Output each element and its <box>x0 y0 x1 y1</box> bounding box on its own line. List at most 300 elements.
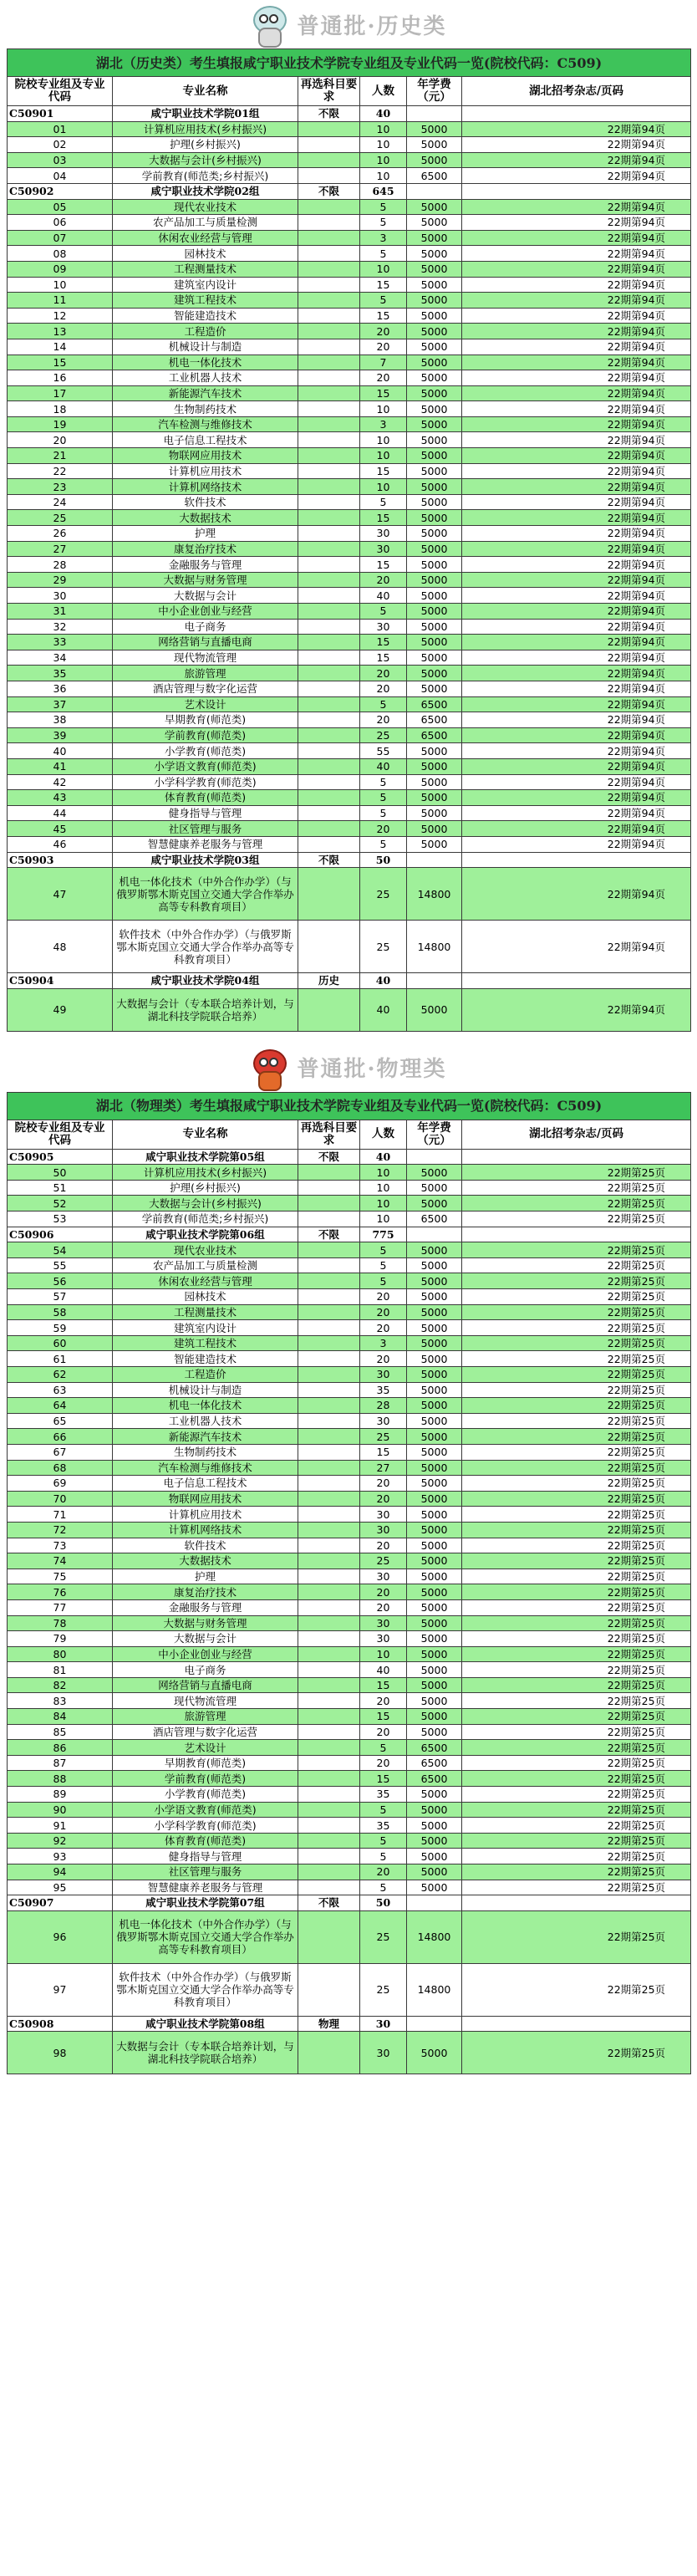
code-cell: 09 <box>8 261 113 277</box>
subject-cell <box>298 1211 360 1227</box>
page-cell: 22期第94页 <box>462 121 691 137</box>
fee-cell: 5000 <box>407 1460 462 1476</box>
major-cell: 计算机应用技术(乡村振兴) <box>113 1165 298 1181</box>
major-cell: 工程造价 <box>113 324 298 339</box>
code-cell: 30 <box>8 588 113 604</box>
table-row <box>8 604 691 620</box>
fee-cell: 5000 <box>407 774 462 790</box>
table-row <box>8 650 691 666</box>
code-cell: 91 <box>8 1818 113 1834</box>
fee-cell <box>407 183 462 199</box>
fee-cell: 5000 <box>407 1196 462 1211</box>
major-cell: 小学语文教育(师范类) <box>113 1802 298 1818</box>
subject-cell <box>298 121 360 137</box>
table-row <box>8 572 691 588</box>
subject-cell <box>298 1569 360 1584</box>
table-row <box>8 1460 691 1476</box>
subject-cell <box>298 1910 360 1963</box>
count-cell: 3 <box>360 1335 407 1351</box>
subject-cell <box>298 1491 360 1507</box>
major-cell: 电子信息工程技术 <box>113 432 298 448</box>
page-cell: 22期第25页 <box>462 1646 691 1662</box>
major-cell: 康复治疗技术 <box>113 1584 298 1600</box>
major-cell: 社区管理与服务 <box>113 1864 298 1880</box>
count-cell: 10 <box>360 479 407 495</box>
page-cell: 22期第25页 <box>462 2032 691 2074</box>
code-cell: 63 <box>8 1382 113 1398</box>
subject-cell <box>298 1802 360 1818</box>
fee-cell: 5000 <box>407 494 462 510</box>
table-row <box>8 1522 691 1538</box>
fee-cell: 5000 <box>407 1429 462 1445</box>
major-cell: 小学教育(师范类) <box>113 1787 298 1803</box>
code-cell: 66 <box>8 1429 113 1445</box>
code-cell: 47 <box>8 868 113 921</box>
table-row <box>8 1165 691 1181</box>
fee-cell: 5000 <box>407 1273 462 1289</box>
table-row <box>8 137 691 153</box>
fee-cell: 5000 <box>407 988 462 1031</box>
fee-cell: 5000 <box>407 604 462 620</box>
table-row <box>8 1257 691 1273</box>
code-cell: 17 <box>8 385 113 401</box>
subject-cell <box>298 1755 360 1771</box>
code-cell: 60 <box>8 1335 113 1351</box>
code-cell: 06 <box>8 215 113 231</box>
page-cell: 22期第94页 <box>462 836 691 852</box>
count-cell: 10 <box>360 1180 407 1196</box>
count-cell: 5 <box>360 1257 407 1273</box>
fee-cell: 5000 <box>407 1677 462 1693</box>
code-cell: 05 <box>8 199 113 215</box>
fee-cell: 14800 <box>407 1910 462 1963</box>
code-cell: 52 <box>8 1196 113 1211</box>
subject-cell <box>298 1662 360 1678</box>
code-cell: 95 <box>8 1880 113 1895</box>
code-cell: 48 <box>8 921 113 973</box>
major-cell: 电子信息工程技术 <box>113 1476 298 1492</box>
count-cell: 25 <box>360 921 407 973</box>
code-cell: 20 <box>8 432 113 448</box>
fee-cell: 5000 <box>407 448 462 464</box>
count-cell: 30 <box>360 1413 407 1429</box>
subject-cell <box>298 805 360 821</box>
major-cell: 学前教育(师范类;乡村振兴) <box>113 168 298 184</box>
major-cell: 护理 <box>113 1569 298 1584</box>
major-cell: 计算机应用技术(乡村振兴) <box>113 121 298 137</box>
major-cell: 工程测量技术 <box>113 1304 298 1320</box>
table-row <box>8 1398 691 1414</box>
subject-cell <box>298 1444 360 1460</box>
column-header: 年学费（元） <box>407 77 462 106</box>
fee-cell: 5000 <box>407 1880 462 1895</box>
major-cell: 护理(乡村振兴) <box>113 137 298 153</box>
fee-cell: 5000 <box>407 1787 462 1803</box>
subject-cell <box>298 572 360 588</box>
fee-cell <box>407 1895 462 1911</box>
count-cell: 20 <box>360 1538 407 1553</box>
page-cell: 22期第25页 <box>462 1818 691 1834</box>
fee-cell: 5000 <box>407 1304 462 1320</box>
page-cell: 22期第25页 <box>462 1833 691 1849</box>
code-cell: 38 <box>8 712 113 728</box>
code-cell: 08 <box>8 246 113 262</box>
count-cell: 5 <box>360 1880 407 1895</box>
count-cell: 5 <box>360 199 407 215</box>
subject-cell <box>298 308 360 324</box>
count-cell: 20 <box>360 339 407 355</box>
table-row <box>8 1818 691 1834</box>
subject-cell <box>298 1180 360 1196</box>
page-cell: 22期第94页 <box>462 666 691 681</box>
subject-cell <box>298 448 360 464</box>
subject-cell <box>298 1599 360 1615</box>
table-row <box>8 230 691 246</box>
code-cell: 84 <box>8 1709 113 1725</box>
fee-cell: 5000 <box>407 246 462 262</box>
table-row <box>8 479 691 495</box>
code-cell: 59 <box>8 1320 113 1336</box>
fee-cell: 5000 <box>407 790 462 806</box>
count-cell: 30 <box>360 526 407 542</box>
fee-cell: 5000 <box>407 308 462 324</box>
code-cell: C50907 <box>8 1895 113 1911</box>
table-row <box>8 821 691 837</box>
table-row <box>8 619 691 635</box>
major-cell: 大数据与财务管理 <box>113 1615 298 1631</box>
table-row <box>8 758 691 774</box>
subject-cell <box>298 277 360 293</box>
fee-cell: 5000 <box>407 1615 462 1631</box>
page-cell: 22期第94页 <box>462 758 691 774</box>
fee-cell: 5000 <box>407 1833 462 1849</box>
count-cell: 40 <box>360 758 407 774</box>
page-cell: 22期第25页 <box>462 1242 691 1258</box>
major-cell: 咸宁职业技术学院第07组 <box>113 1895 298 1911</box>
page-cell: 22期第25页 <box>462 1476 691 1492</box>
page-cell: 22期第25页 <box>462 1304 691 1320</box>
major-cell: 小学科学教育(师范类) <box>113 1818 298 1834</box>
fee-cell: 14800 <box>407 1963 462 2016</box>
fee-cell: 5000 <box>407 541 462 557</box>
major-cell: 大数据与会计(乡村振兴) <box>113 152 298 168</box>
fee-cell: 5000 <box>407 1864 462 1880</box>
subject-cell <box>298 416 360 432</box>
code-cell: C50902 <box>8 183 113 199</box>
subject-cell <box>298 1196 360 1211</box>
fee-cell: 5000 <box>407 588 462 604</box>
major-cell: 大数据与会计（专本联合培养计划，与湖北科技学院联合培养） <box>113 2032 298 2074</box>
subject-cell <box>298 868 360 921</box>
fee-cell: 5000 <box>407 510 462 526</box>
major-cell: 咸宁职业技术学院第06组 <box>113 1227 298 1242</box>
fee-cell: 5000 <box>407 1802 462 1818</box>
major-cell: 生物制药技术 <box>113 401 298 417</box>
subject-cell <box>298 988 360 1031</box>
major-cell: 计算机应用技术 <box>113 463 298 479</box>
page-cell: 22期第94页 <box>462 774 691 790</box>
major-cell: 中小企业创业与经营 <box>113 1646 298 1662</box>
page-cell: 22期第25页 <box>462 1367 691 1383</box>
code-cell: 14 <box>8 339 113 355</box>
fee-cell: 5000 <box>407 1569 462 1584</box>
page-cell <box>462 973 691 989</box>
code-cell: 81 <box>8 1662 113 1678</box>
major-cell: 早期教育(师范类) <box>113 712 298 728</box>
subject-cell <box>298 1553 360 1569</box>
code-cell: 50 <box>8 1165 113 1181</box>
count-cell: 10 <box>360 401 407 417</box>
subject-cell <box>298 1864 360 1880</box>
fee-cell: 5000 <box>407 1693 462 1709</box>
group-row <box>8 973 691 989</box>
major-cell: 建筑工程技术 <box>113 293 298 309</box>
fee-cell: 5000 <box>407 1709 462 1725</box>
fee-cell: 5000 <box>407 1724 462 1740</box>
code-cell: 12 <box>8 308 113 324</box>
table-row <box>8 494 691 510</box>
major-cell: 旅游管理 <box>113 1709 298 1725</box>
group-row <box>8 852 691 868</box>
page-cell: 22期第25页 <box>462 1507 691 1523</box>
page-cell: 22期第25页 <box>462 1910 691 1963</box>
count-cell: 35 <box>360 1382 407 1398</box>
count-cell: 10 <box>360 1196 407 1211</box>
page-cell: 22期第94页 <box>462 199 691 215</box>
subject-cell <box>298 401 360 417</box>
page-cell: 22期第94页 <box>462 743 691 759</box>
major-cell: 现代农业技术 <box>113 1242 298 1258</box>
subject-cell <box>298 385 360 401</box>
page-cell: 22期第94页 <box>462 619 691 635</box>
subject-cell <box>298 494 360 510</box>
count-cell: 20 <box>360 681 407 696</box>
subject-cell <box>298 1833 360 1849</box>
table-row <box>8 1724 691 1740</box>
table-row <box>8 370 691 386</box>
page-cell: 22期第25页 <box>462 1880 691 1895</box>
page-cell: 22期第94页 <box>462 416 691 432</box>
subject-cell <box>298 619 360 635</box>
count-cell: 30 <box>360 1507 407 1523</box>
major-cell: 中小企业创业与经营 <box>113 604 298 620</box>
subject-cell <box>298 1320 360 1336</box>
count-cell: 40 <box>360 588 407 604</box>
major-cell: 健身指导与管理 <box>113 1849 298 1864</box>
count-cell: 50 <box>360 1895 407 1911</box>
major-cell: 学前教育(师范类) <box>113 1771 298 1787</box>
subject-cell <box>298 199 360 215</box>
page-cell: 22期第94页 <box>462 510 691 526</box>
fee-cell: 5000 <box>407 743 462 759</box>
table-row <box>8 215 691 231</box>
count-cell: 20 <box>360 1491 407 1507</box>
subject-cell <box>298 743 360 759</box>
code-cell: 89 <box>8 1787 113 1803</box>
table-row <box>8 681 691 696</box>
column-header: 湖北招考杂志/页码 <box>462 1120 691 1149</box>
count-cell: 27 <box>360 1460 407 1476</box>
major-cell: 金融服务与管理 <box>113 557 298 573</box>
fee-cell: 5000 <box>407 1522 462 1538</box>
code-cell: 54 <box>8 1242 113 1258</box>
page-cell: 22期第94页 <box>462 168 691 184</box>
section-banner <box>0 1043 697 1092</box>
page-cell: 22期第25页 <box>462 1444 691 1460</box>
fee-cell: 5000 <box>407 1507 462 1523</box>
count-cell: 10 <box>360 448 407 464</box>
fee-cell: 5000 <box>407 681 462 696</box>
column-header: 再选科目要求 <box>298 77 360 106</box>
code-cell: C50901 <box>8 106 113 122</box>
subject-cell <box>298 774 360 790</box>
major-cell: 计算机应用技术 <box>113 1507 298 1523</box>
code-cell: C50905 <box>8 1149 113 1165</box>
page-cell: 22期第94页 <box>462 246 691 262</box>
subject-cell <box>298 324 360 339</box>
code-cell: 51 <box>8 1180 113 1196</box>
code-cell: C50906 <box>8 1227 113 1242</box>
column-header: 院校专业组及专业代码 <box>8 77 113 106</box>
fee-cell: 5000 <box>407 836 462 852</box>
subject-cell <box>298 712 360 728</box>
major-cell: 机电一体化技术 <box>113 355 298 370</box>
page-cell: 22期第94页 <box>462 921 691 973</box>
major-cell: 机电一体化技术 <box>113 1398 298 1414</box>
count-cell: 20 <box>360 1724 407 1740</box>
count-cell: 30 <box>360 1615 407 1631</box>
page-cell: 22期第25页 <box>462 1662 691 1678</box>
code-cell: 55 <box>8 1257 113 1273</box>
page-cell: 22期第25页 <box>462 1787 691 1803</box>
major-cell: 电子商务 <box>113 1662 298 1678</box>
fee-cell: 5000 <box>407 1538 462 1553</box>
table-row <box>8 152 691 168</box>
code-cell: 23 <box>8 479 113 495</box>
page-cell: 22期第25页 <box>462 1196 691 1211</box>
page-cell: 22期第25页 <box>462 1538 691 1553</box>
code-cell: 35 <box>8 666 113 681</box>
count-cell: 5 <box>360 774 407 790</box>
subject-cell <box>298 1398 360 1414</box>
count-cell: 20 <box>360 1584 407 1600</box>
code-cell: 92 <box>8 1833 113 1849</box>
page-cell: 22期第25页 <box>462 1320 691 1336</box>
table-row <box>8 1963 691 2016</box>
count-cell: 10 <box>360 137 407 153</box>
page-cell: 22期第25页 <box>462 1382 691 1398</box>
code-cell: 07 <box>8 230 113 246</box>
count-cell: 20 <box>360 324 407 339</box>
subject-cell <box>298 246 360 262</box>
table-row <box>8 1631 691 1647</box>
subject-cell <box>298 758 360 774</box>
count-cell: 5 <box>360 604 407 620</box>
table-row <box>8 743 691 759</box>
count-cell: 5 <box>360 215 407 231</box>
subject-cell <box>298 1787 360 1803</box>
count-cell: 20 <box>360 1304 407 1320</box>
code-cell: 77 <box>8 1599 113 1615</box>
fee-cell <box>407 1227 462 1242</box>
fee-cell: 5000 <box>407 1413 462 1429</box>
group-row <box>8 1149 691 1165</box>
group-row <box>8 106 691 122</box>
fee-cell: 6500 <box>407 1211 462 1227</box>
page-cell: 22期第94页 <box>462 821 691 837</box>
count-cell: 25 <box>360 1910 407 1963</box>
subject-cell <box>298 1507 360 1523</box>
count-cell: 20 <box>360 1289 407 1305</box>
page-cell <box>462 1227 691 1242</box>
major-cell: 大数据与财务管理 <box>113 572 298 588</box>
code-cell: 24 <box>8 494 113 510</box>
subject-cell <box>298 339 360 355</box>
code-cell: 68 <box>8 1460 113 1476</box>
code-cell: 61 <box>8 1351 113 1367</box>
count-cell: 5 <box>360 696 407 712</box>
fee-cell: 5000 <box>407 1849 462 1864</box>
count-cell: 15 <box>360 1444 407 1460</box>
code-cell: 79 <box>8 1631 113 1647</box>
code-cell: 98 <box>8 2032 113 2074</box>
major-cell: 机械设计与制造 <box>113 339 298 355</box>
subject-cell <box>298 1460 360 1476</box>
fee-cell: 5000 <box>407 416 462 432</box>
count-cell: 5 <box>360 1833 407 1849</box>
fee-cell: 5000 <box>407 1662 462 1678</box>
subject-cell <box>298 588 360 604</box>
page-cell: 22期第25页 <box>462 1569 691 1584</box>
subject-cell: 不限 <box>298 1149 360 1165</box>
fee-cell: 5000 <box>407 557 462 573</box>
page-cell: 22期第94页 <box>462 463 691 479</box>
code-cell: 01 <box>8 121 113 137</box>
table-row <box>8 727 691 743</box>
table-row <box>8 510 691 526</box>
banner-title: 普通批·历史类 <box>297 13 447 39</box>
subject-cell: 不限 <box>298 852 360 868</box>
major-cell: 园林技术 <box>113 246 298 262</box>
subject-cell <box>298 1740 360 1756</box>
page-cell: 22期第25页 <box>462 1693 691 1709</box>
table-row <box>8 1880 691 1895</box>
table-row <box>8 121 691 137</box>
page-cell: 22期第25页 <box>462 1273 691 1289</box>
table-row <box>8 1709 691 1725</box>
major-cell: 计算机网络技术 <box>113 1522 298 1538</box>
major-cell: 智能建造技术 <box>113 308 298 324</box>
page-cell: 22期第25页 <box>462 1724 691 1740</box>
fee-cell: 5000 <box>407 666 462 681</box>
code-cell: 28 <box>8 557 113 573</box>
page-cell: 22期第94页 <box>462 696 691 712</box>
table-row <box>8 416 691 432</box>
major-cell: 农产品加工与质量检测 <box>113 1257 298 1273</box>
major-cell: 早期教育(师范类) <box>113 1755 298 1771</box>
fee-cell: 5000 <box>407 526 462 542</box>
code-cell: C50903 <box>8 852 113 868</box>
subject-cell <box>298 1304 360 1320</box>
subject-cell <box>298 1771 360 1787</box>
subject-cell <box>298 2032 360 2074</box>
major-cell: 新能源汽车技术 <box>113 385 298 401</box>
subject-cell <box>298 432 360 448</box>
major-cell: 生物制药技术 <box>113 1444 298 1460</box>
fee-cell <box>407 2016 462 2032</box>
major-cell: 机电一体化技术（中外合作办学）（与俄罗斯鄂木斯克国立交通大学合作举办高等专科教育项目） <box>113 868 298 921</box>
fee-cell: 5000 <box>407 152 462 168</box>
